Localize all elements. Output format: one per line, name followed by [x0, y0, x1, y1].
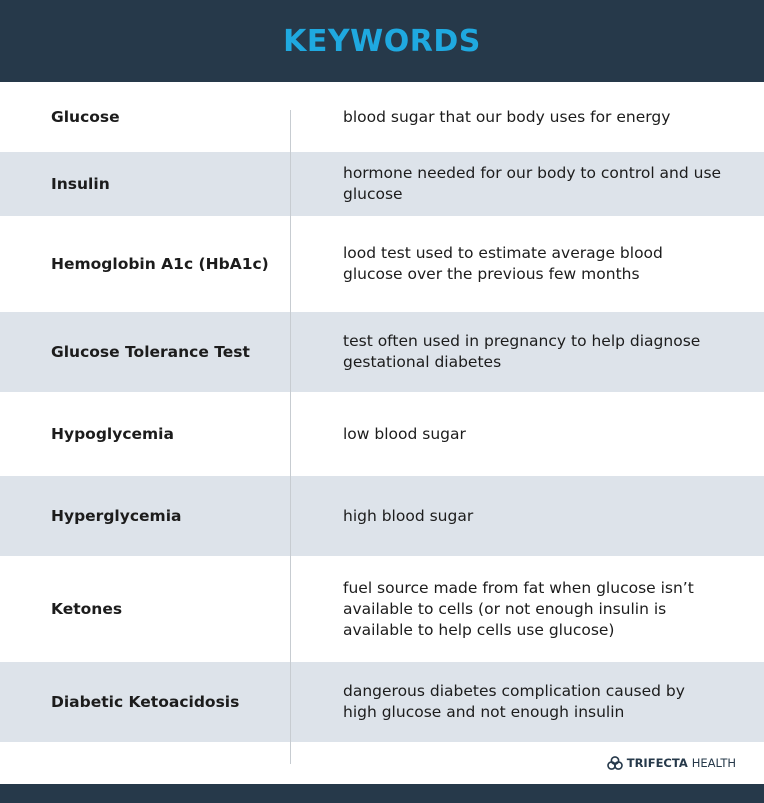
- table-row: [0, 392, 764, 476]
- term-label: Insulin: [51, 175, 110, 193]
- term-label: Glucose Tolerance Test: [51, 343, 250, 361]
- definition-text: fuel source made from fat when glucose isn’t available to cells (or not enough insulin is available to help cells use glucose): [343, 578, 694, 639]
- term-label: Hyperglycemia: [51, 507, 182, 525]
- table-row: [0, 662, 764, 742]
- table-row: [0, 152, 764, 216]
- definition-text: dangerous diabetes complication caused by high glucose and not enough insulin: [343, 682, 685, 721]
- definition-text: low blood sugar: [343, 424, 466, 443]
- definition-text: test often used in pregnancy to help diagnose gestational diabetes: [343, 332, 701, 371]
- term-label: Diabetic Ketoacidosis: [51, 693, 240, 711]
- trifecta-health-logo: [607, 756, 736, 770]
- footer-bar: [0, 784, 764, 803]
- logo-text-trifecta: TRIFECTA: [626, 756, 688, 770]
- term-label: Ketones: [51, 600, 123, 618]
- definition-text: lood test used to estimate average blood glucose over the previous few months: [343, 244, 663, 283]
- logo-text-health: HEALTH: [691, 756, 736, 770]
- definition-text: blood sugar that our body uses for energy: [343, 107, 671, 126]
- term-label: Glucose: [51, 108, 120, 126]
- definition-text: hormone needed for our body to control and use glucose: [343, 164, 722, 203]
- trifecta-logo-icon: [607, 756, 623, 770]
- header-banner: [0, 0, 764, 82]
- table-row: [0, 556, 764, 662]
- term-label: Hemoglobin A1c (HbA1c): [51, 255, 269, 273]
- table-row: [0, 216, 764, 312]
- page-title: KEYWORDS: [283, 23, 481, 59]
- table-row: [0, 82, 764, 152]
- definition-text: high blood sugar: [343, 506, 474, 525]
- table-row: [0, 312, 764, 392]
- term-label: Hypoglycemia: [51, 425, 174, 443]
- column-divider: [290, 110, 291, 764]
- table-row: [0, 476, 764, 556]
